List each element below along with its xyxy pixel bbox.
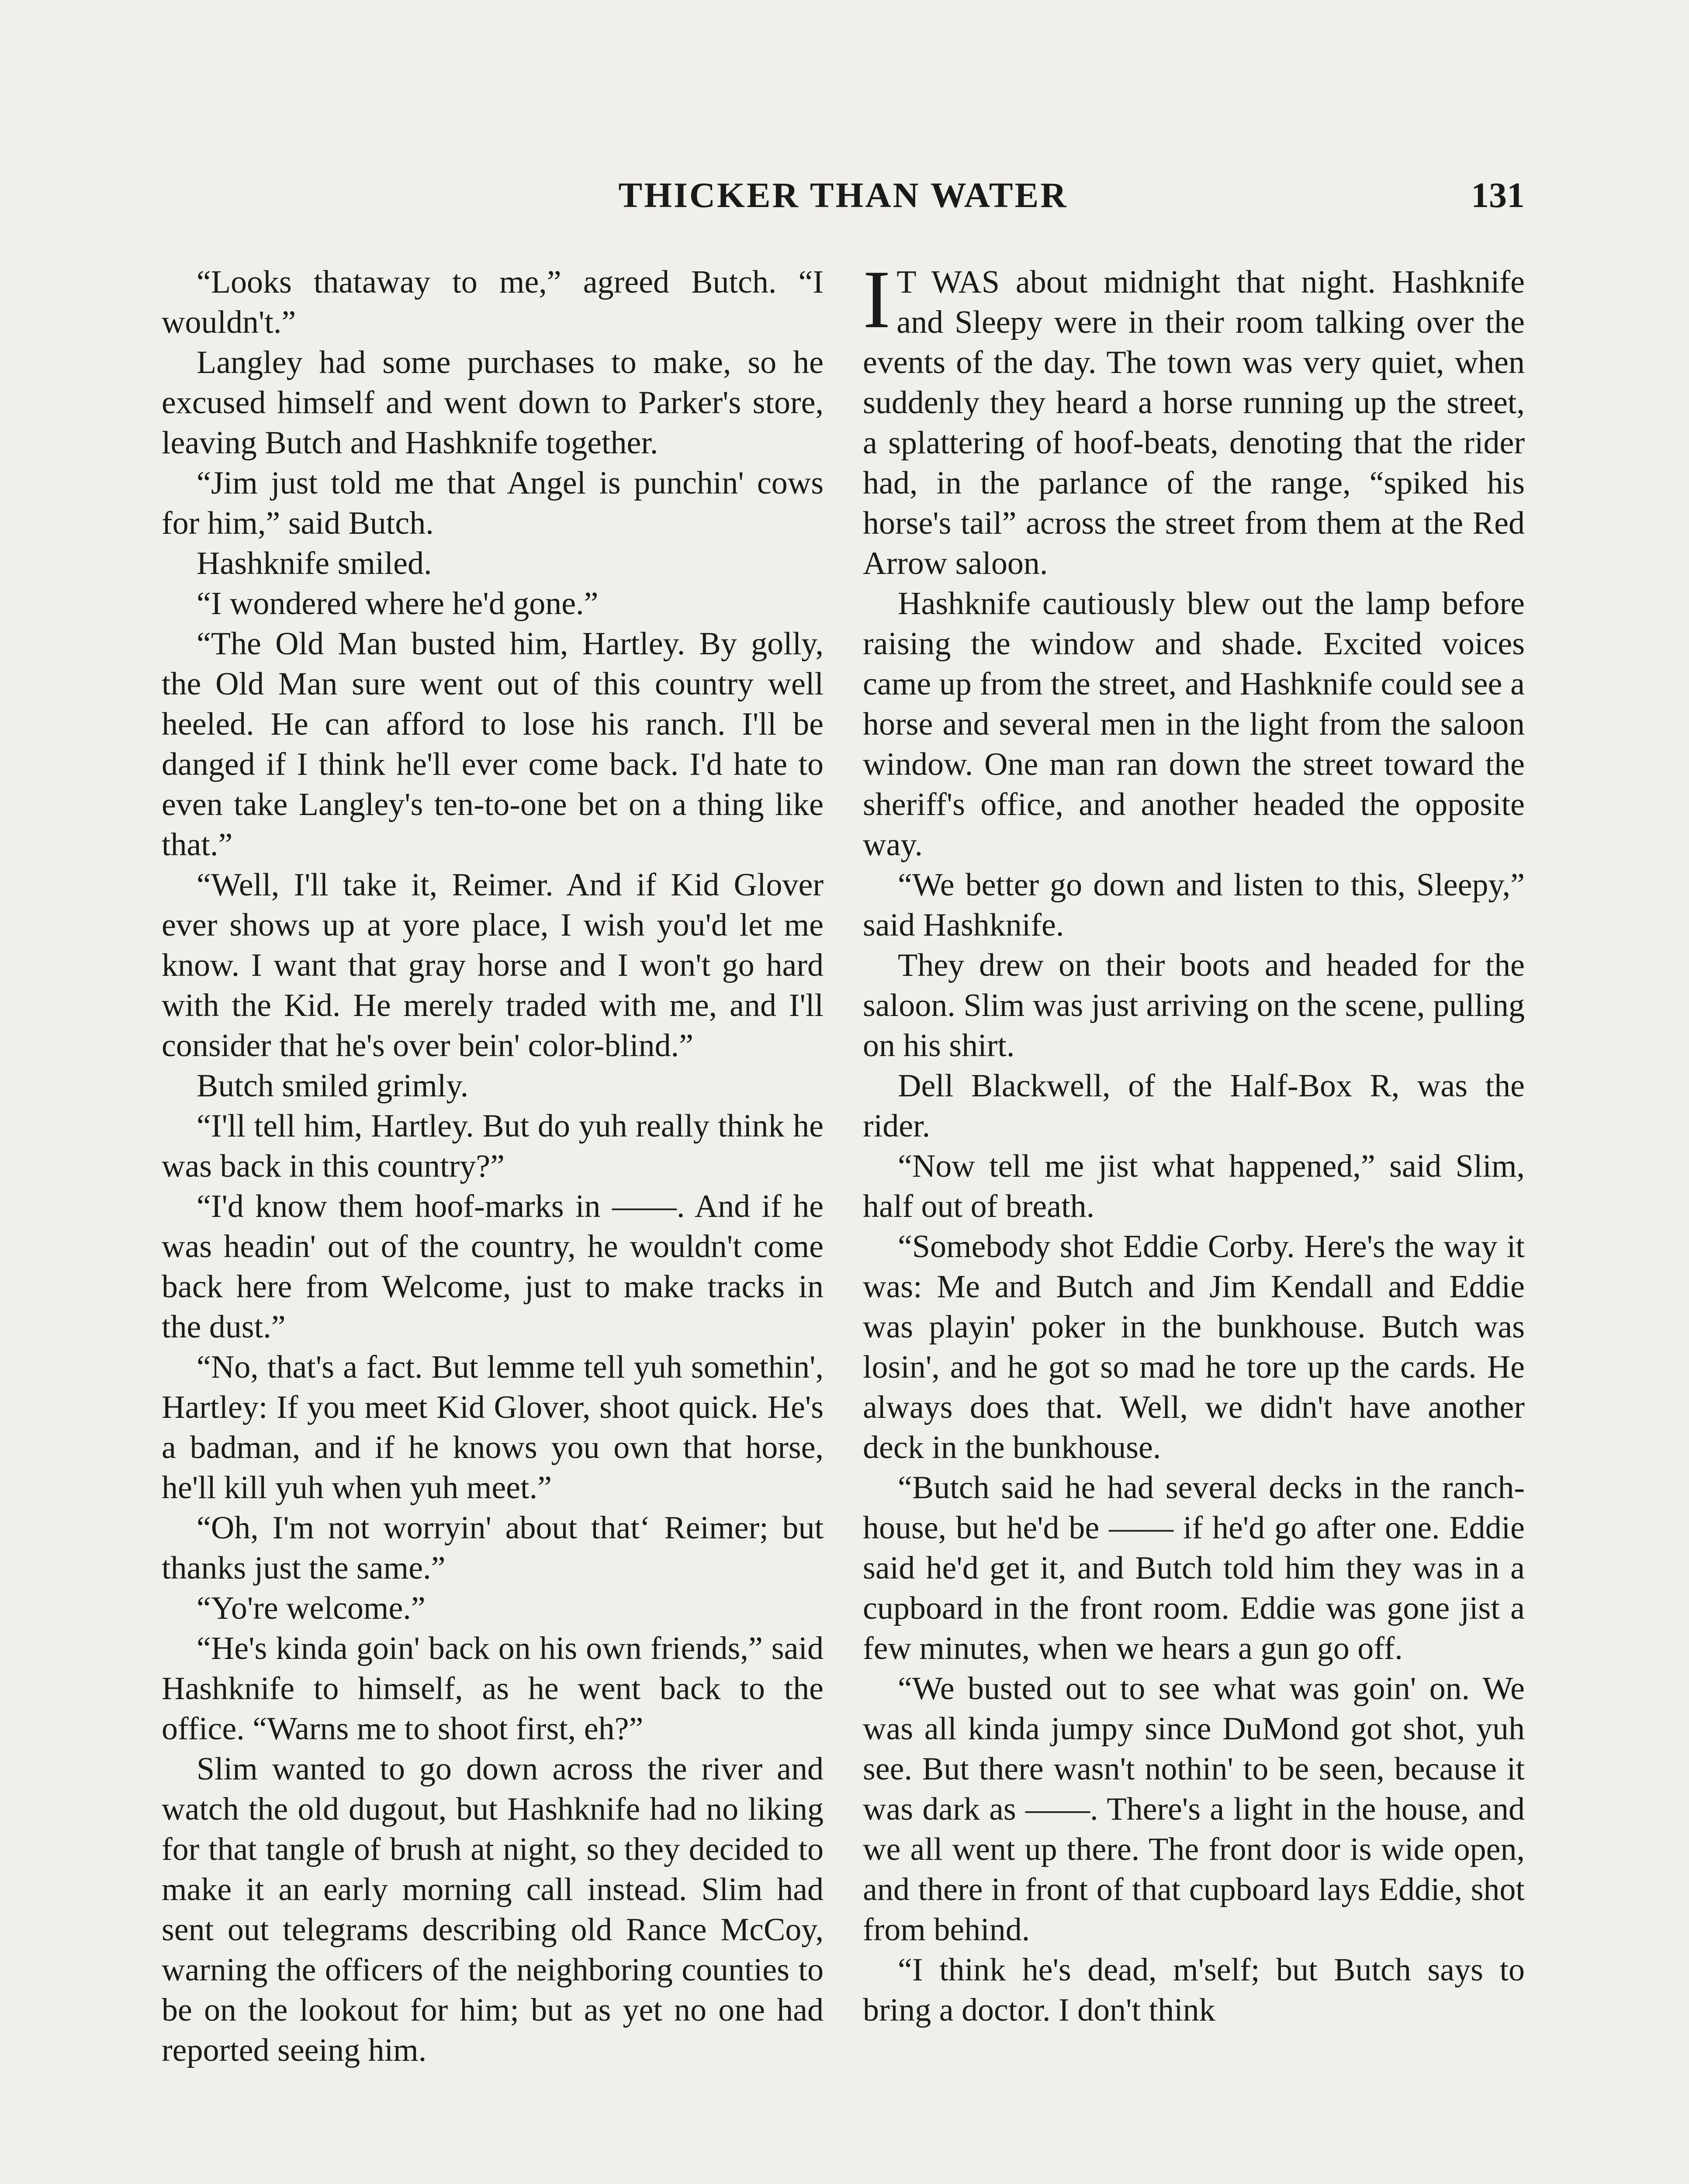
opening-paragraph-text: T WAS about midnight that night. Hashknife and Sleepy were in their room talking over the events of the day. The town was very quiet, when suddenly they heard a horse running up the street, a splattering of hoof-beats, denoting that the rider had, in the parlance of the range, “spiked his horse's tail” across the street from them at the Red Arrow saloon.: [863, 264, 1525, 581]
drop-cap: I: [863, 254, 891, 346]
paragraph: “I think he's dead, m'self; but Butch says to bring a doctor. I don't think: [863, 1952, 1525, 2028]
paragraph: “Now tell me jist what happened,” said Slim, half out of breath.: [863, 1148, 1525, 1224]
paragraph: “He's kinda goin' back on his own friends,” said Hashknife to himself, as he went back to the office. “Warns me to shoot first, eh?”: [162, 1631, 824, 1747]
paragraph: Butch smiled grimly.: [197, 1068, 469, 1104]
paragraph: “The Old Man busted him, Hartley. By golly, the Old Man sure went out of this country well heeled. He can afford to lose his ranch. I'll be danged if I think he'll ever come back. I'd hate to even take Langley's ten-to-one bet on a thing like that.”: [162, 626, 824, 863]
opening-paragraph: [863, 254, 1525, 584]
paragraph: Hashknife smiled.: [197, 546, 432, 581]
paragraph: “I'd know them hoof-marks in ——. And if he was headin' out of the country, he wouldn't come back here from Welcome, just to make tracks in the dust.”: [162, 1189, 824, 1345]
paragraph: “Looks thataway to me,” agreed Butch. “I wouldn't.”: [162, 264, 824, 340]
paragraph: “Oh, I'm not worryin' about that‘ Reimer; but thanks just the same.”: [162, 1510, 824, 1586]
paragraph: “We better go down and listen to this, Sleepy,” said Hashknife.: [863, 867, 1525, 943]
page-number: 131: [1471, 175, 1525, 215]
paragraph: “Jim just told me that Angel is punchin' cows for him,” said Butch.: [162, 465, 824, 541]
paragraph: “No, that's a fact. But lemme tell yuh somethin', Hartley: If you meet Kid Glover, shoot quick. He's a badman, and if he knows you own that horse, he'll kill yuh when yuh meet.”: [162, 1349, 824, 1506]
paragraph: Slim wanted to go down across the river and watch the old dugout, but Hashknife had no liking for that tangle of brush at night, so they decided to make it an early morning call instead. Slim had sent out telegrams describing old Rance McCoy, warning the officers of the neighboring counties to be on the lookout for him; but as yet no one had reported seeing him.: [162, 1751, 824, 2068]
paragraph: “We busted out to see what was goin' on. We was all kinda jumpy since DuMond got shot, yuh see. But there wasn't nothin' to be seen, because it was dark as ——. There's a light in the house, and we all went up there. The front door is wide open, and there in front of that cupboard lays Eddie, shot from behind.: [863, 1671, 1525, 1948]
paragraph: “I'll tell him, Hartley. But do yuh really think he was back in this country?”: [162, 1108, 824, 1184]
paragraph: Hashknife cautiously blew out the lamp before raising the window and shade. Excited voices came up from the street, and Hashknife could see a horse and several men in the light from the saloon window. One man ran down the street toward the sheriff's office, and another headed the opposite way.: [863, 586, 1525, 863]
paragraph: “I wondered where he'd gone.”: [197, 586, 599, 622]
running-title: THICKER THAN WATER: [618, 175, 1068, 215]
paragraph: “Well, I'll take it, Reimer. And if Kid Glover ever shows up at yore place, I wish you'd let me know. I want that gray horse and I won't go hard with the Kid. He merely traded with me, and I'll consider that he's over bein' color-blind.”: [162, 867, 824, 1064]
paragraph: “Butch said he had several decks in the ranch-house, but he'd be —— if he'd go after one. Eddie said he'd get it, and Butch told him they was in a cupboard in the front room. Eddie was gone jist a few minutes, when we hears a gun go off.: [863, 1470, 1525, 1666]
left-column: [162, 262, 824, 2070]
paragraph: Dell Blackwell, of the Half-Box R, was the rider.: [863, 1068, 1525, 1144]
page-header: [162, 175, 1525, 227]
right-column: [863, 254, 1525, 2030]
paragraph: “Yo're welcome.”: [197, 1590, 426, 1626]
paragraph: They drew on their boots and headed for the saloon. Slim was just arriving on the scene, pulling on his shirt.: [863, 947, 1525, 1064]
paragraph: Langley had some purchases to make, so he excused himself and went down to Parker's store, leaving Butch and Hashknife together.: [162, 345, 824, 461]
paragraph: “Somebody shot Eddie Corby. Here's the way it was: Me and Butch and Jim Kendall and Eddie was playin' poker in the bunkhouse. Butch was losin', and he got so mad he tore up the cards. He always does that. Well, we didn't have another deck in the bunkhouse.: [863, 1229, 1525, 1465]
